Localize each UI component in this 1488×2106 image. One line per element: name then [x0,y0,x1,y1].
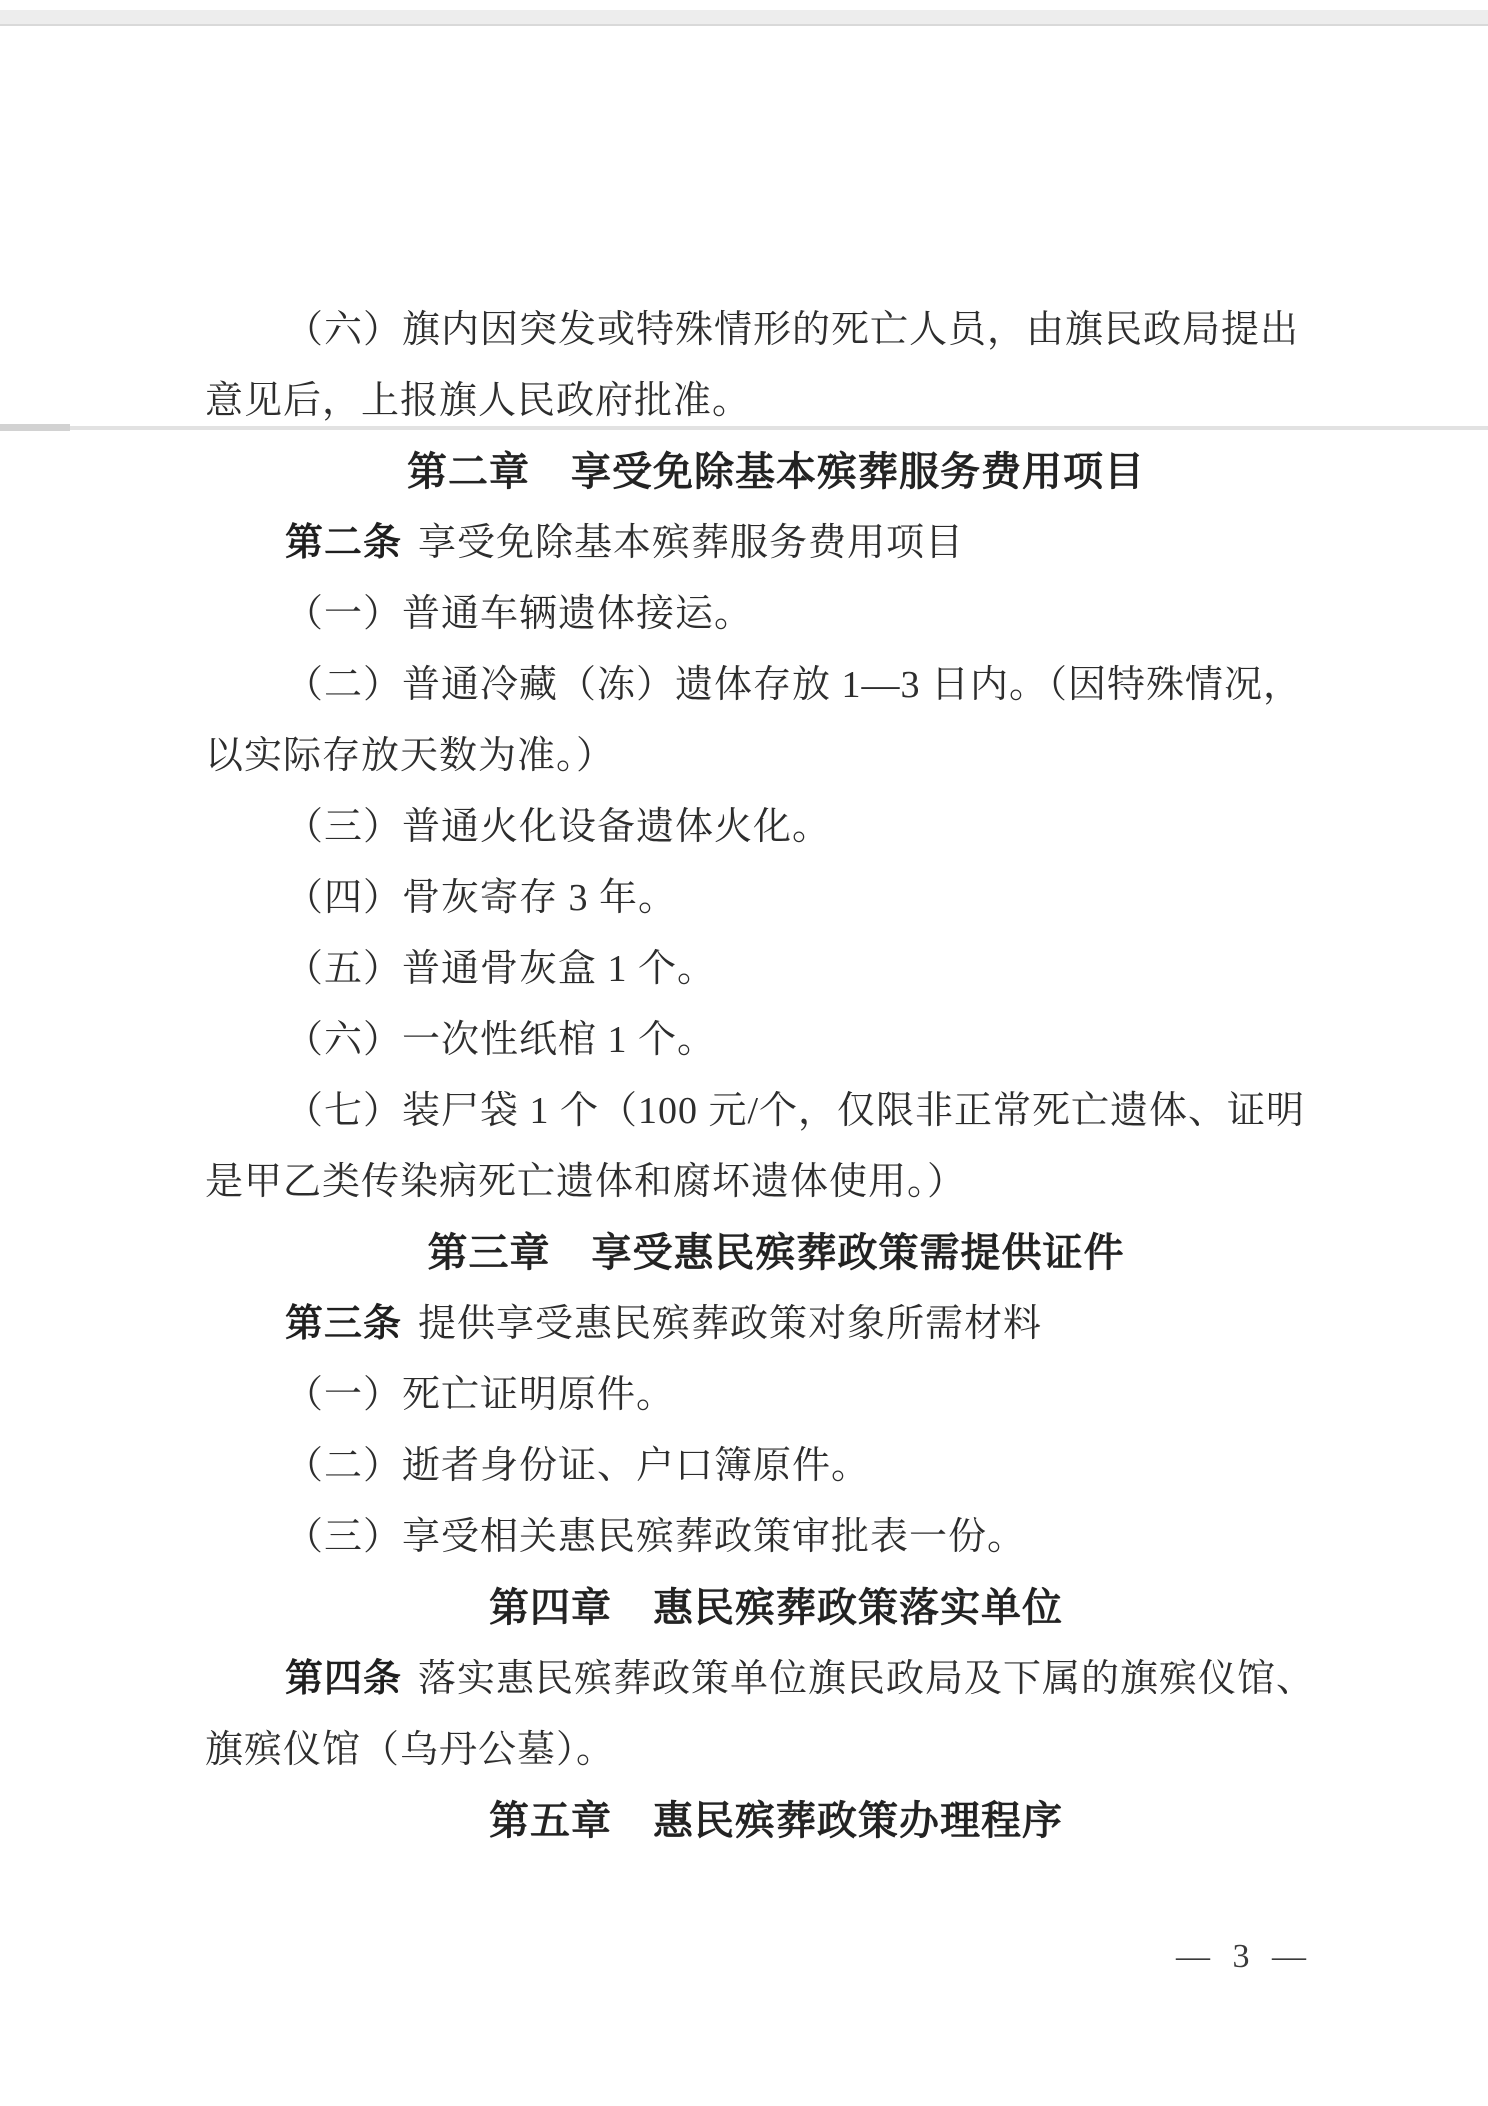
article-4-title: 落实惠民殡葬政策单位旗民政局及下属的旗殡仪馆、 [418,1658,1316,1700]
chapter-2-item-4: （四）骨灰寄存 3 年。 [285,877,678,919]
article-2-number: 第二条 [285,522,403,564]
chapter-3-item-3: （三）享受相关惠民殡葬政策审批表一份。 [285,1516,1027,1558]
article-2-line [205,508,1313,579]
article-4-line [205,1644,1316,1715]
chapter-3-heading: 第三章 享受惠民殡葬政策需提供证件 [427,1231,1125,1275]
chapter-2-item-6: （六）一次性纸棺 1 个。 [285,1019,717,1061]
scan-artifact-top-band [0,10,1488,26]
chapter-2-heading: 第二章 享受免除基本殡葬服务费用项目 [407,450,1145,494]
intro-item-line-1: （六）旗内因突发或特殊情形的死亡人员，由旗民政局提出 [285,309,1300,351]
chapter-2-item-1: （一）普通车辆遗体接运。 [285,593,754,635]
chapter-2-item-5: （五）普通骨灰盒 1 个。 [285,948,717,990]
page-number: — 3 — [1176,1938,1308,1975]
article-3-title: 提供享受惠民殡葬政策对象所需材料 [418,1303,1043,1345]
chapter-2-item-3: （三）普通火化设备遗体火化。 [285,806,832,848]
chapter-2-item-7: （七）装尸袋 1 个（100 元/个，仅限非正常死亡遗体、证明 [285,1090,1306,1132]
article-4-line-continuation: 旗殡仪馆（乌丹公墓）。 [205,1729,616,1771]
chapter-5-heading: 第五章 惠民殡葬政策办理程序 [489,1799,1063,1843]
intro-item-line-2: 意见后，上报旗人民政府批准。 [205,380,752,422]
article-2-title: 享受免除基本殡葬服务费用项目 [418,522,965,564]
chapter-2-item-2-continuation: 以实际存放天数为准。） [205,735,616,777]
article-3-line [205,1289,1313,1360]
chapter-2-item-7-continuation: 是甲乙类传染病死亡遗体和腐坏遗体使用。） [205,1161,967,1203]
chapter-4-heading: 第四章 惠民殡葬政策落实单位 [489,1586,1063,1630]
article-4-number: 第四条 [285,1658,403,1700]
chapter-2-item-2: （二）普通冷藏（冻）遗体存放 1—3 日内。（因特殊情况， [285,664,1303,706]
chapter-3-item-1: （一）死亡证明原件。 [285,1374,676,1416]
article-3-number: 第三条 [285,1303,403,1345]
chapter-3-item-2: （二）逝者身份证、户口簿原件。 [285,1445,871,1487]
scan-artifact-mid-band-left [0,424,70,431]
document-body [205,295,1316,1857]
